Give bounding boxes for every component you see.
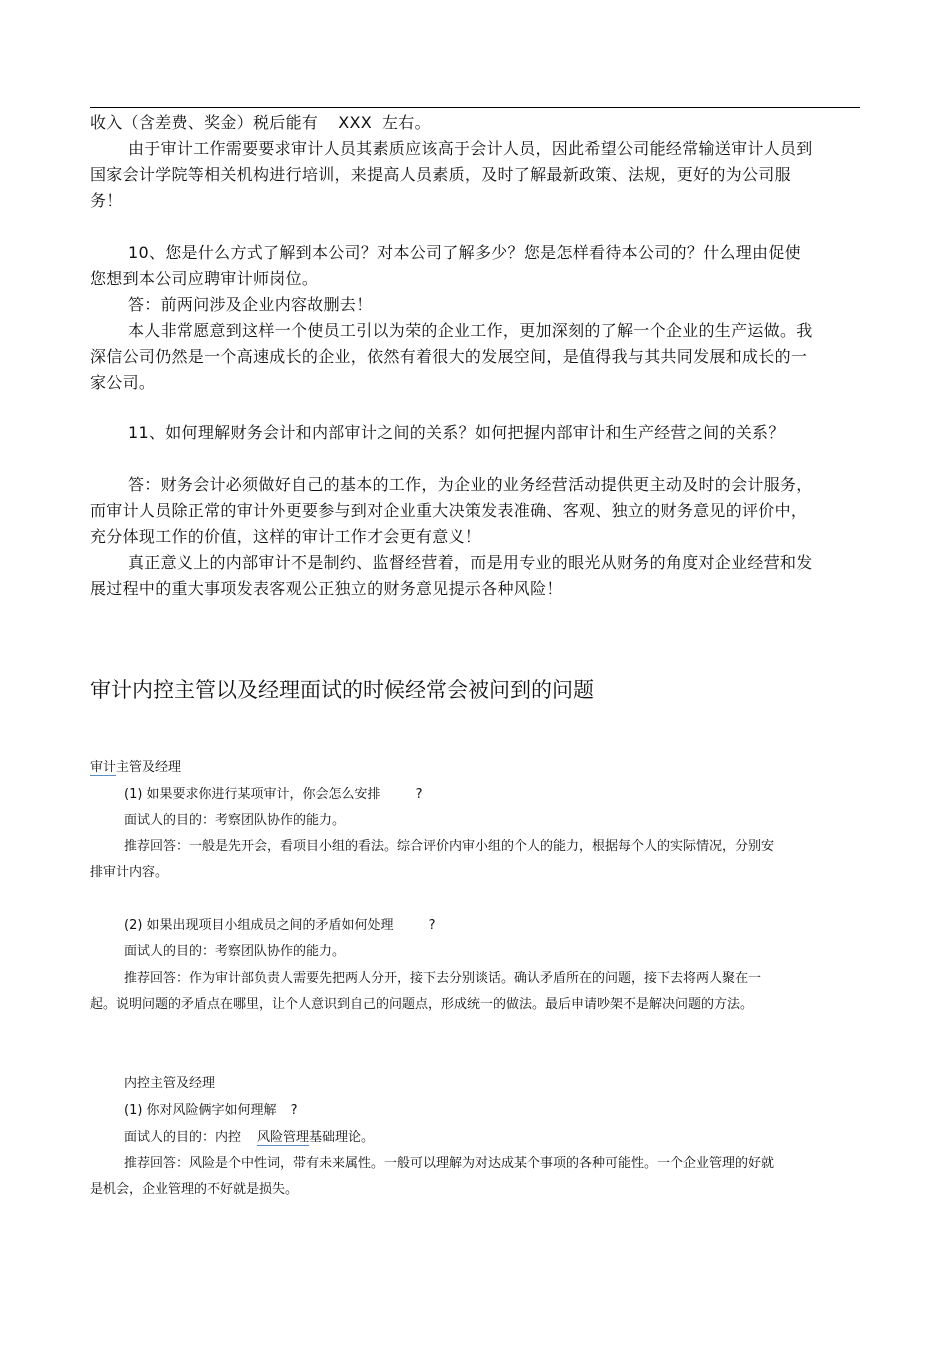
audit-label-text: 主管及经理 xyxy=(116,760,182,775)
ic-q1-answer: 推荐回答：风险是个中性词，带有未来属性。一般可以理解为对达成某个事项的各种可能性。一个企业管理的好就是机会，企业管理的不好就是损失。 xyxy=(90,1156,775,1197)
q11-answer: 答：财务会计必须做好自己的基本的工作，为企业的业务经营活动提供更主动及时的会计服务，而审计人员除正常的审计外更要参与到对企业重大决策发表准确、客观、独立的财务意见的评价中，充分体现工作的价值，这样的审计工作才会更有意义！ xyxy=(90,475,813,546)
income-line xyxy=(90,110,815,136)
audit-q2-text: (2) 如果出现项目小组成员之间的矛盾如何处理 xyxy=(124,918,394,933)
audit-q1-mark: ? xyxy=(415,787,423,802)
ic-purpose-suffix: 基础理论。 xyxy=(309,1130,375,1145)
ic-purpose-text: 面试人的目的：内控 xyxy=(124,1130,242,1145)
ic-section-label: 内控主管及经理 xyxy=(124,1076,216,1091)
audit-q1 xyxy=(124,782,422,808)
audit-section-label xyxy=(90,755,181,781)
q11-paragraph: 真正意义上的内部审计不是制约、监督经营着，而是用专业的眼光从财务的角度对企业经营和发展过程中的重大事项发表客观公正独立的财务意见提示各种风险！ xyxy=(90,553,813,598)
q10-paragraph: 本人非常愿意到这样一个使员工引以为荣的企业工作，更加深刻的了解一个企业的生产运做。我深信公司仍然是一个高速成长的企业，依然有着很大的发展空间，是值得我与其共同发展和成长的一家公司。 xyxy=(90,321,813,392)
income-text: 收入（含差费、奖金）税后能有 xyxy=(90,113,319,132)
audit-q2 xyxy=(124,913,435,939)
ic-q1-purpose xyxy=(124,1125,374,1151)
ic-q1-mark: ? xyxy=(290,1103,298,1118)
q10-question: 10、您是什么方式了解到本公司？对本公司了解多少？您是怎样看待本公司的？什么理由促使您想到本公司应聘审计师岗位。 xyxy=(90,243,801,288)
ic-q1-text: (1) 你对风险俩字如何理解 xyxy=(124,1103,277,1118)
q11-question: 11、如何理解财务会计和内部审计之间的关系？如何把握内部审计和生产经营之间的关系？ xyxy=(128,423,785,442)
audit-q1-text: (1) 如果要求你进行某项审计，你会怎么安排 xyxy=(124,787,381,802)
section-heading: 审计内控主管以及经理面试的时候经常会被问到的问题 xyxy=(90,678,594,702)
audit-q1-answer: 推荐回答：一般是先开会，看项目小组的看法。综合评价内审小组的个人的能力，根据每个人的实际情况，分别安排审计内容。 xyxy=(90,839,775,880)
header-rule xyxy=(90,107,860,108)
audit-q2-purpose: 面试人的目的：考察团队协作的能力。 xyxy=(124,944,346,959)
training-paragraph: 由于审计工作需要要求审计人员其素质应该高于会计人员，因此希望公司能经常输送审计人员到国家会计学院等相关机构进行培训，来提高人员素质，及时了解最新政策、法规，更好的为公司服务！ xyxy=(90,139,813,210)
ic-q1 xyxy=(124,1098,297,1124)
income-amount: XXX xyxy=(338,113,372,132)
income-suffix: 左右。 xyxy=(382,113,431,132)
audit-q2-answer: 推荐回答：作为审计部负责人需要先把两人分开，接下去分别谈话。确认矛盾所在的问题，接下去将两人聚在一起。说明问题的矛盾点在哪里，让个人意识到自己的问题点，形成统一的做法。最后申请吵架不是解决问题的方法。 xyxy=(90,971,762,1012)
risk-management-link[interactable]: 风险管理 xyxy=(257,1130,310,1145)
audit-link[interactable]: 审计 xyxy=(90,760,117,775)
audit-q2-mark: ? xyxy=(428,918,436,933)
q10-answer: 答：前两问涉及企业内容故删去！ xyxy=(128,295,373,314)
audit-q1-purpose: 面试人的目的：考察团队协作的能力。 xyxy=(124,813,346,828)
